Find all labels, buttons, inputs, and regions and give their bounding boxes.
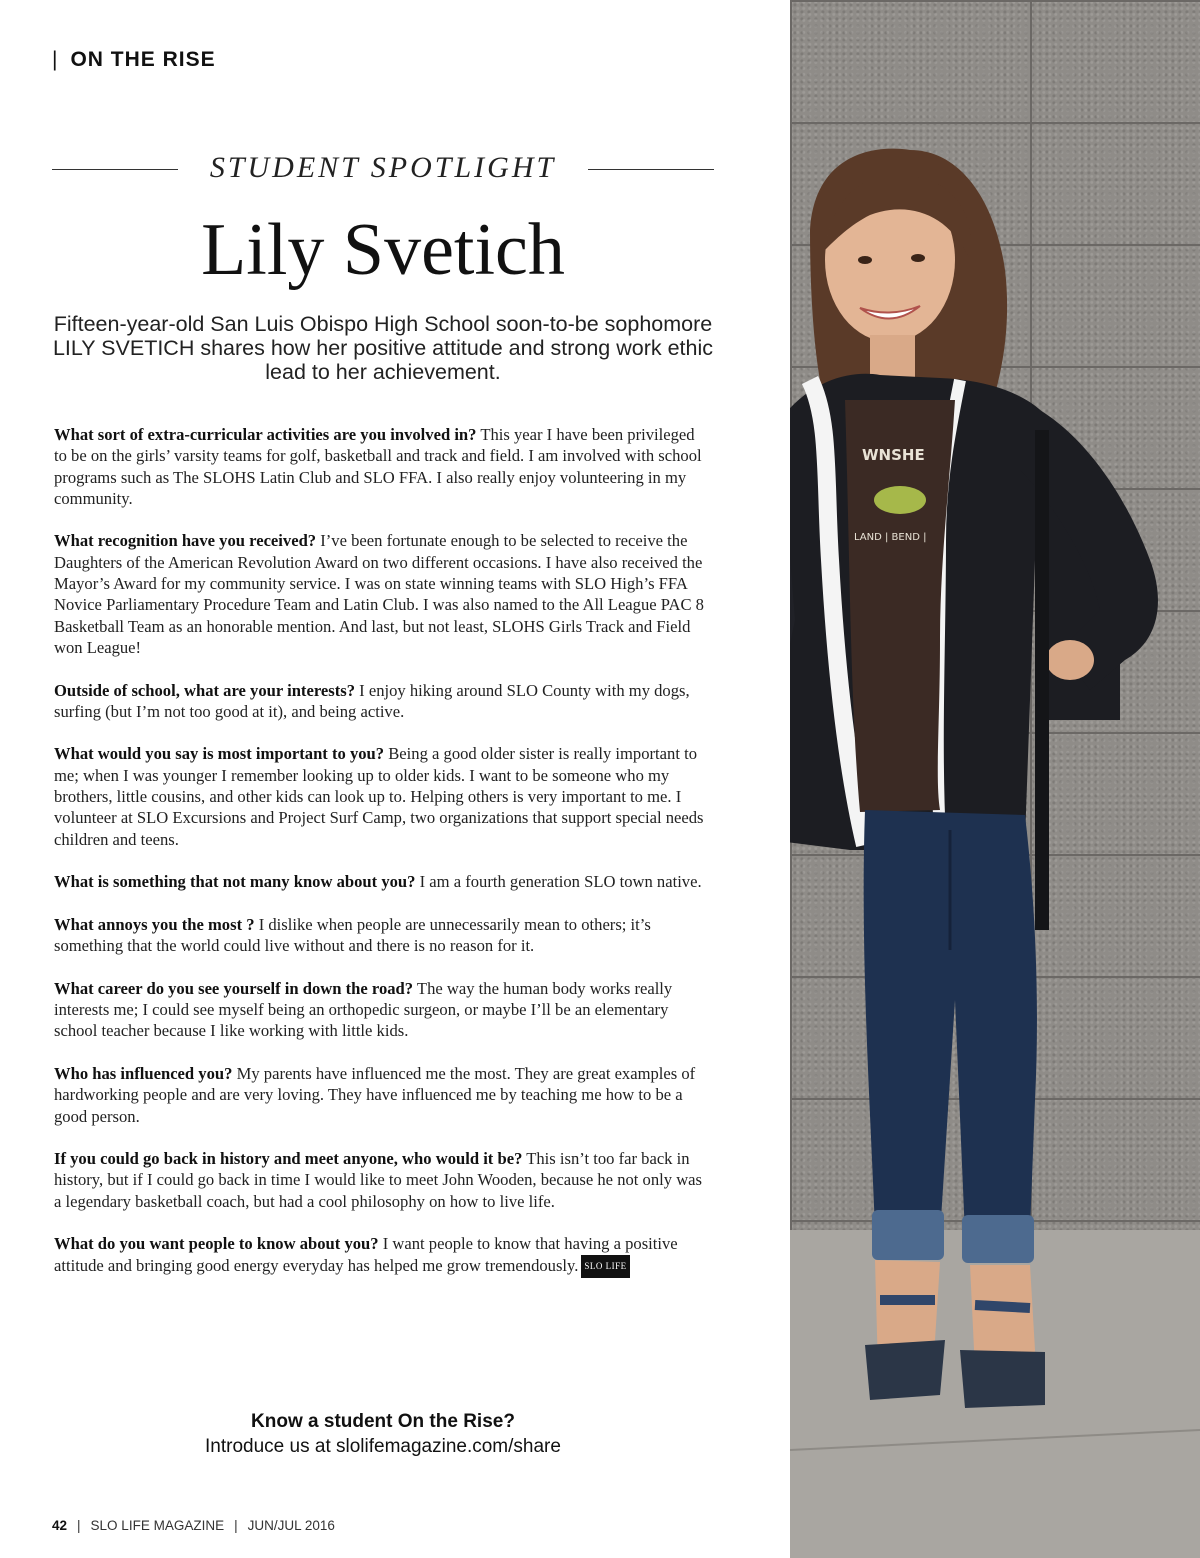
- question: What recognition have you received?: [54, 531, 317, 551]
- end-mark: SLO LIFE: [581, 1255, 629, 1278]
- section-label: [52, 48, 216, 72]
- issue-date: JUN/JUL 2016: [247, 1518, 335, 1533]
- answer: This isn’t too far back in history, but if I could go back in time I would like to meet John Wooden, because he not only was a legendary basketball coach, but had a cool philosophy on how to live life.: [54, 1149, 702, 1211]
- shirt-print-text-2: LAND | BEND |: [854, 532, 927, 543]
- qa-item: [54, 680, 704, 723]
- question: What career do you see yourself in down the road?: [54, 978, 414, 998]
- page-number: 42: [52, 1518, 68, 1533]
- answer: The way the human body works really interests me; I could see myself being an orthopedic surgeon, or maybe I’ll be an elementary school teacher because I like working with little kids.: [54, 978, 673, 1041]
- call-to-action: [52, 1410, 714, 1459]
- qa-item: [54, 1148, 704, 1212]
- section-title: ON THE RISE: [70, 48, 216, 71]
- cta-headline: Know a student On the Rise?: [251, 1411, 515, 1432]
- kicker: STUDENT SPOTLIGHT: [209, 151, 557, 184]
- qa-item: [54, 424, 704, 509]
- question: Who has influenced you?: [54, 1063, 233, 1083]
- answer: I am a fourth generation SLO town native.: [415, 872, 702, 892]
- dek: Fifteen-year-old San Luis Obispo High School soon-to-be sophomore LILY SVETICH shares how her positive attitude and strong work ethic lead to her achievement.: [52, 312, 714, 385]
- qa-item: [54, 914, 704, 957]
- interview-body: [54, 424, 704, 1299]
- qa-item: [54, 1233, 704, 1278]
- answer: I’ve been fortunate enough to be selected to receive the Daughters of the American Revolution Award on two different occasions. I have also received the Mayor’s Award for my community service. I was on state winning teams with SLO High’s FFA Novice Parliamentary Procedure Team and Latin Club. I was also named to the All League PAC 8 Basketball Team as an honorable mention. And last, but not least, SLOHS Girls Track and Field won League!: [54, 531, 704, 657]
- qa-item: [54, 871, 704, 892]
- question: Outside of school, what are your interests?: [54, 680, 355, 700]
- student-figure: [790, 0, 1200, 1558]
- qa-item: [54, 743, 704, 849]
- section-divider: |: [52, 48, 59, 71]
- kicker-rule-right: [588, 169, 714, 170]
- cta-link-text[interactable]: Introduce us at slolifemagazine.com/share: [205, 1435, 561, 1457]
- question: What is something that not many know about you?: [54, 872, 416, 892]
- kicker-rule-left: [52, 169, 178, 170]
- answer: My parents have influenced me the most. They are great examples of hardworking people and are very loving. They have influenced me by teaching me how to be a good person.: [54, 1063, 696, 1126]
- answer: Being a good older sister is really important to me; when I was younger I remember looking up to older kids. I want to be someone who my brothers, little cousins, and other kids can look up to. Helping others is very important to me. I volunteer at SLO Excursions and Project Surf Camp, two organizations that support special needs children and teens.: [54, 744, 704, 849]
- qa-item: [54, 1063, 704, 1127]
- page-footer: [52, 1518, 335, 1533]
- question: What do you want people to know about you?: [54, 1234, 379, 1254]
- publication-name: SLO LIFE MAGAZINE: [90, 1518, 225, 1533]
- qa-item: [54, 978, 704, 1042]
- answer: I want people to know that having a positive attitude and bringing good energy everyday has helped me grow tremendously.: [54, 1234, 678, 1275]
- answer: I dislike when people are unnecessarily mean to others; it’s something that the world could live without and there is no reason for it.: [54, 914, 651, 956]
- qa-item: [54, 530, 704, 658]
- answer: I enjoy hiking around SLO County with my dogs, surfing (but I’m not too good at it), and being active.: [54, 680, 690, 721]
- student-photo: [790, 0, 1200, 1558]
- question: If you could go back in history and meet anyone, who would it be?: [54, 1149, 523, 1169]
- headline: Lily Svetich: [201, 209, 565, 291]
- footer-separator: |: [77, 1518, 81, 1533]
- question: What would you say is most important to you?: [54, 744, 385, 764]
- question: What sort of extra-curricular activities are you involved in?: [54, 425, 477, 444]
- footer-separator: |: [234, 1518, 238, 1533]
- answer: This year I have been privileged to be on the girls’ varsity teams for golf, basketball and track and field. I am involved with school programs such as The SLOHS Latin Club and SLO FFA. I also really enjoy volunteering in my community.: [54, 425, 702, 508]
- question: What annoys you the most ?: [54, 914, 255, 934]
- shirt-print-text: WNSHE: [862, 446, 925, 464]
